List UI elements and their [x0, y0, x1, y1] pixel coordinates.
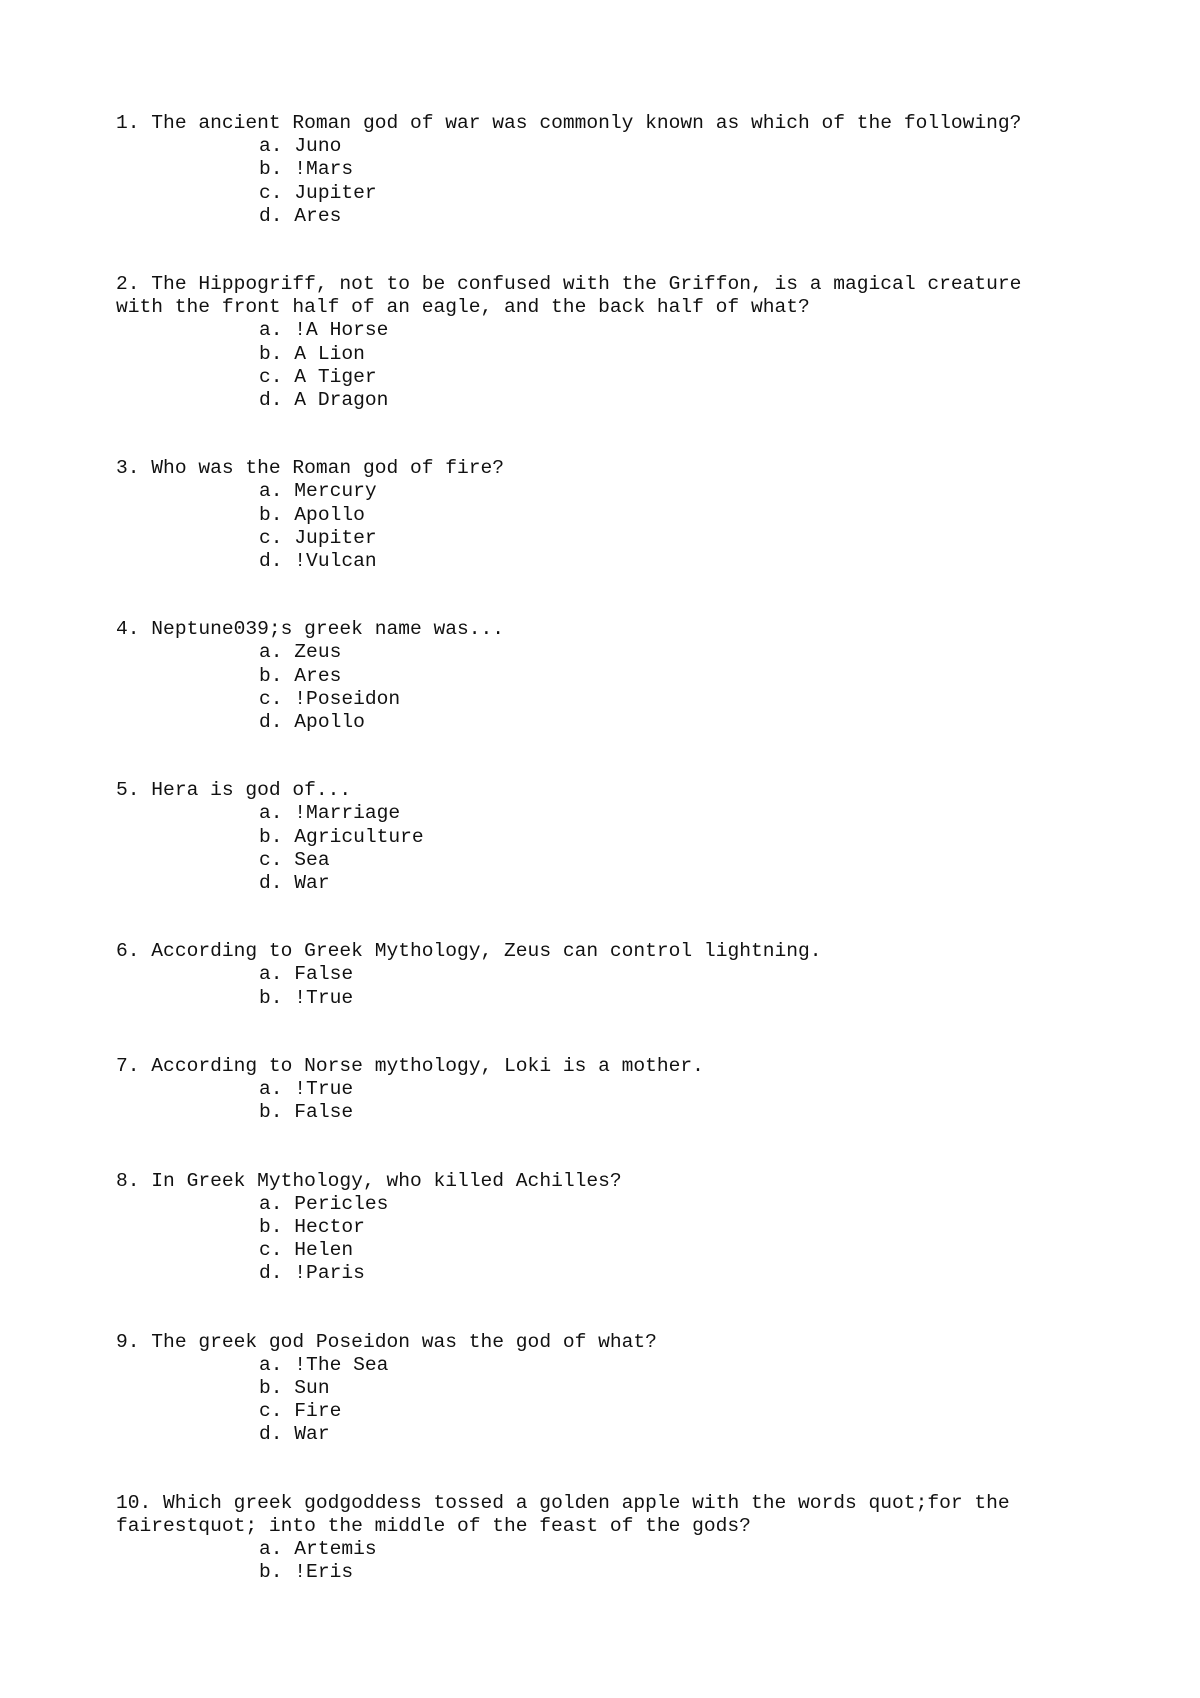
- answer-option: [259, 641, 1116, 664]
- option-text: !Mars: [294, 158, 354, 181]
- answer-options: [116, 480, 1116, 573]
- option-text: A Dragon: [294, 389, 389, 412]
- option-text: Ares: [294, 204, 342, 227]
- answer-option: [259, 1262, 1116, 1285]
- answer-option: [259, 135, 1116, 158]
- question-text: In Greek Mythology, who killed Achilles?: [151, 1169, 622, 1192]
- question-text: Hera is god of...: [151, 779, 352, 802]
- question-prompt: [116, 1170, 1116, 1193]
- question-text: Which greek godgoddess tossed a golden apple with the words quot;for the fairestquot; into the middle of the feast of the gods?: [116, 1491, 1010, 1537]
- option-text: Juno: [294, 135, 342, 158]
- question-number: 9.: [116, 1330, 140, 1353]
- option-letter: c.: [259, 365, 283, 388]
- option-letter: a.: [259, 1353, 283, 1376]
- option-letter: c.: [259, 1239, 283, 1262]
- question-number: 10.: [116, 1491, 152, 1514]
- option-letter: c.: [259, 1400, 283, 1423]
- question-9: [116, 1331, 1116, 1447]
- question-number: 1.: [116, 112, 140, 134]
- question-8: [116, 1170, 1116, 1286]
- answer-option: [259, 1078, 1116, 1101]
- quiz-document: [116, 112, 1116, 1629]
- question-prompt: [116, 1055, 1116, 1078]
- option-letter: b.: [259, 1561, 283, 1584]
- question-text: Neptune039;s greek name was...: [151, 618, 505, 641]
- option-text: !A Horse: [294, 319, 389, 342]
- option-letter: c.: [259, 181, 283, 204]
- answer-option: [259, 963, 1116, 986]
- option-letter: b.: [259, 986, 283, 1009]
- question-number: 4.: [116, 618, 140, 641]
- option-text: Hector: [294, 1215, 365, 1238]
- option-letter: c.: [259, 848, 283, 871]
- option-letter: d.: [259, 872, 283, 895]
- answer-option: [259, 688, 1116, 711]
- question-prompt: [116, 779, 1116, 802]
- question-list: [116, 112, 1116, 1584]
- option-letter: b.: [259, 503, 283, 526]
- option-letter: d.: [259, 204, 283, 227]
- option-letter: a.: [259, 1537, 283, 1560]
- question-number: 5.: [116, 779, 140, 802]
- option-letter: d.: [259, 711, 283, 734]
- option-letter: a.: [259, 802, 283, 825]
- option-letter: c.: [259, 526, 283, 549]
- answer-option: [259, 872, 1116, 895]
- option-letter: d.: [259, 1423, 283, 1446]
- option-text: Mercury: [294, 480, 377, 503]
- option-text: !Poseidon: [294, 687, 401, 710]
- option-text: !Vulcan: [294, 550, 377, 573]
- question-prompt: [116, 112, 1116, 135]
- question-6: [116, 940, 1116, 1010]
- answer-option: [259, 665, 1116, 688]
- answer-option: [259, 389, 1116, 412]
- option-text: !Eris: [294, 1561, 354, 1584]
- question-prompt: [116, 1492, 1116, 1538]
- answer-options: [116, 1078, 1116, 1124]
- option-letter: b.: [259, 1215, 283, 1238]
- option-text: Agriculture: [294, 825, 424, 848]
- answer-option: [259, 182, 1116, 205]
- question-5: [116, 779, 1116, 895]
- answer-option: [259, 366, 1116, 389]
- question-number: 3.: [116, 457, 140, 480]
- question-prompt: [116, 940, 1116, 963]
- option-text: !Marriage: [294, 802, 401, 825]
- question-4: [116, 618, 1116, 734]
- option-text: !True: [294, 1078, 354, 1101]
- answer-option: [259, 1239, 1116, 1262]
- answer-options: [116, 319, 1116, 412]
- answer-option: [259, 1538, 1116, 1561]
- option-text: Sun: [294, 1376, 330, 1399]
- answer-option: [259, 1377, 1116, 1400]
- option-letter: b.: [259, 342, 283, 365]
- option-letter: a.: [259, 135, 283, 158]
- question-text: The greek god Poseidon was the god of what?: [151, 1330, 657, 1353]
- answer-option: [259, 480, 1116, 503]
- option-text: False: [294, 1101, 354, 1124]
- question-text: According to Greek Mythology, Zeus can control lightning.: [151, 940, 822, 963]
- option-letter: b.: [259, 158, 283, 181]
- option-letter: d.: [259, 1262, 283, 1285]
- option-text: Artemis: [294, 1537, 377, 1560]
- option-text: !True: [294, 986, 354, 1009]
- question-7: [116, 1055, 1116, 1125]
- question-10: [116, 1492, 1116, 1585]
- answer-option: [259, 802, 1116, 825]
- option-text: Helen: [294, 1239, 354, 1262]
- answer-option: [259, 205, 1116, 228]
- option-text: Ares: [294, 664, 342, 687]
- question-text: Who was the Roman god of fire?: [151, 457, 505, 480]
- option-text: Fire: [294, 1400, 342, 1423]
- option-letter: a.: [259, 641, 283, 664]
- option-letter: a.: [259, 480, 283, 503]
- option-letter: a.: [259, 1078, 283, 1101]
- option-text: A Lion: [294, 342, 365, 365]
- answer-option: [259, 343, 1116, 366]
- answer-options: [116, 641, 1116, 734]
- answer-option: [259, 1400, 1116, 1423]
- answer-options: [116, 1538, 1116, 1584]
- question-number: 7.: [116, 1054, 140, 1077]
- question-2: [116, 273, 1116, 412]
- question-number: 6.: [116, 940, 140, 963]
- answer-options: [116, 1354, 1116, 1447]
- question-text: The ancient Roman god of war was commonly known as which of the following?: [151, 112, 1022, 134]
- option-letter: a.: [259, 963, 283, 986]
- option-text: Jupiter: [294, 526, 377, 549]
- answer-option: [259, 158, 1116, 181]
- answer-option: [259, 1101, 1116, 1124]
- answer-option: [259, 1354, 1116, 1377]
- question-prompt: [116, 273, 1116, 319]
- option-text: !The Sea: [294, 1353, 389, 1376]
- option-text: !Paris: [294, 1262, 365, 1285]
- option-letter: b.: [259, 1101, 283, 1124]
- question-number: 2.: [116, 273, 140, 296]
- option-text: Zeus: [294, 641, 342, 664]
- option-text: Sea: [294, 848, 330, 871]
- answer-options: [116, 963, 1116, 1009]
- option-text: Jupiter: [294, 181, 377, 204]
- option-letter: a.: [259, 1192, 283, 1215]
- question-number: 8.: [116, 1169, 140, 1192]
- answer-option: [259, 527, 1116, 550]
- option-letter: d.: [259, 550, 283, 573]
- option-letter: a.: [259, 319, 283, 342]
- option-text: War: [294, 872, 330, 895]
- question-prompt: [116, 1331, 1116, 1354]
- question-prompt: [116, 457, 1116, 480]
- answer-option: [259, 319, 1116, 342]
- question-prompt: [116, 618, 1116, 641]
- option-text: False: [294, 963, 354, 986]
- answer-option: [259, 711, 1116, 734]
- question-1: [116, 112, 1116, 228]
- answer-option: [259, 987, 1116, 1010]
- question-text: According to Norse mythology, Loki is a mother.: [151, 1054, 704, 1077]
- answer-options: [116, 135, 1116, 228]
- answer-option: [259, 1561, 1116, 1584]
- answer-option: [259, 1193, 1116, 1216]
- question-text: The Hippogriff, not to be confused with the Griffon, is a magical creature with the front half of an eagle, and the back half of what?: [116, 273, 1022, 319]
- answer-option: [259, 504, 1116, 527]
- option-letter: b.: [259, 664, 283, 687]
- option-text: Apollo: [294, 503, 365, 526]
- answer-option: [259, 826, 1116, 849]
- answer-options: [116, 1193, 1116, 1286]
- option-letter: b.: [259, 825, 283, 848]
- answer-option: [259, 550, 1116, 573]
- answer-option: [259, 1423, 1116, 1446]
- option-text: War: [294, 1423, 330, 1446]
- question-3: [116, 457, 1116, 573]
- answer-options: [116, 802, 1116, 895]
- option-letter: b.: [259, 1376, 283, 1399]
- option-letter: c.: [259, 687, 283, 710]
- option-text: A Tiger: [294, 365, 377, 388]
- answer-option: [259, 1216, 1116, 1239]
- option-text: Pericles: [294, 1192, 389, 1215]
- answer-option: [259, 849, 1116, 872]
- option-letter: d.: [259, 389, 283, 412]
- option-text: Apollo: [294, 711, 365, 734]
